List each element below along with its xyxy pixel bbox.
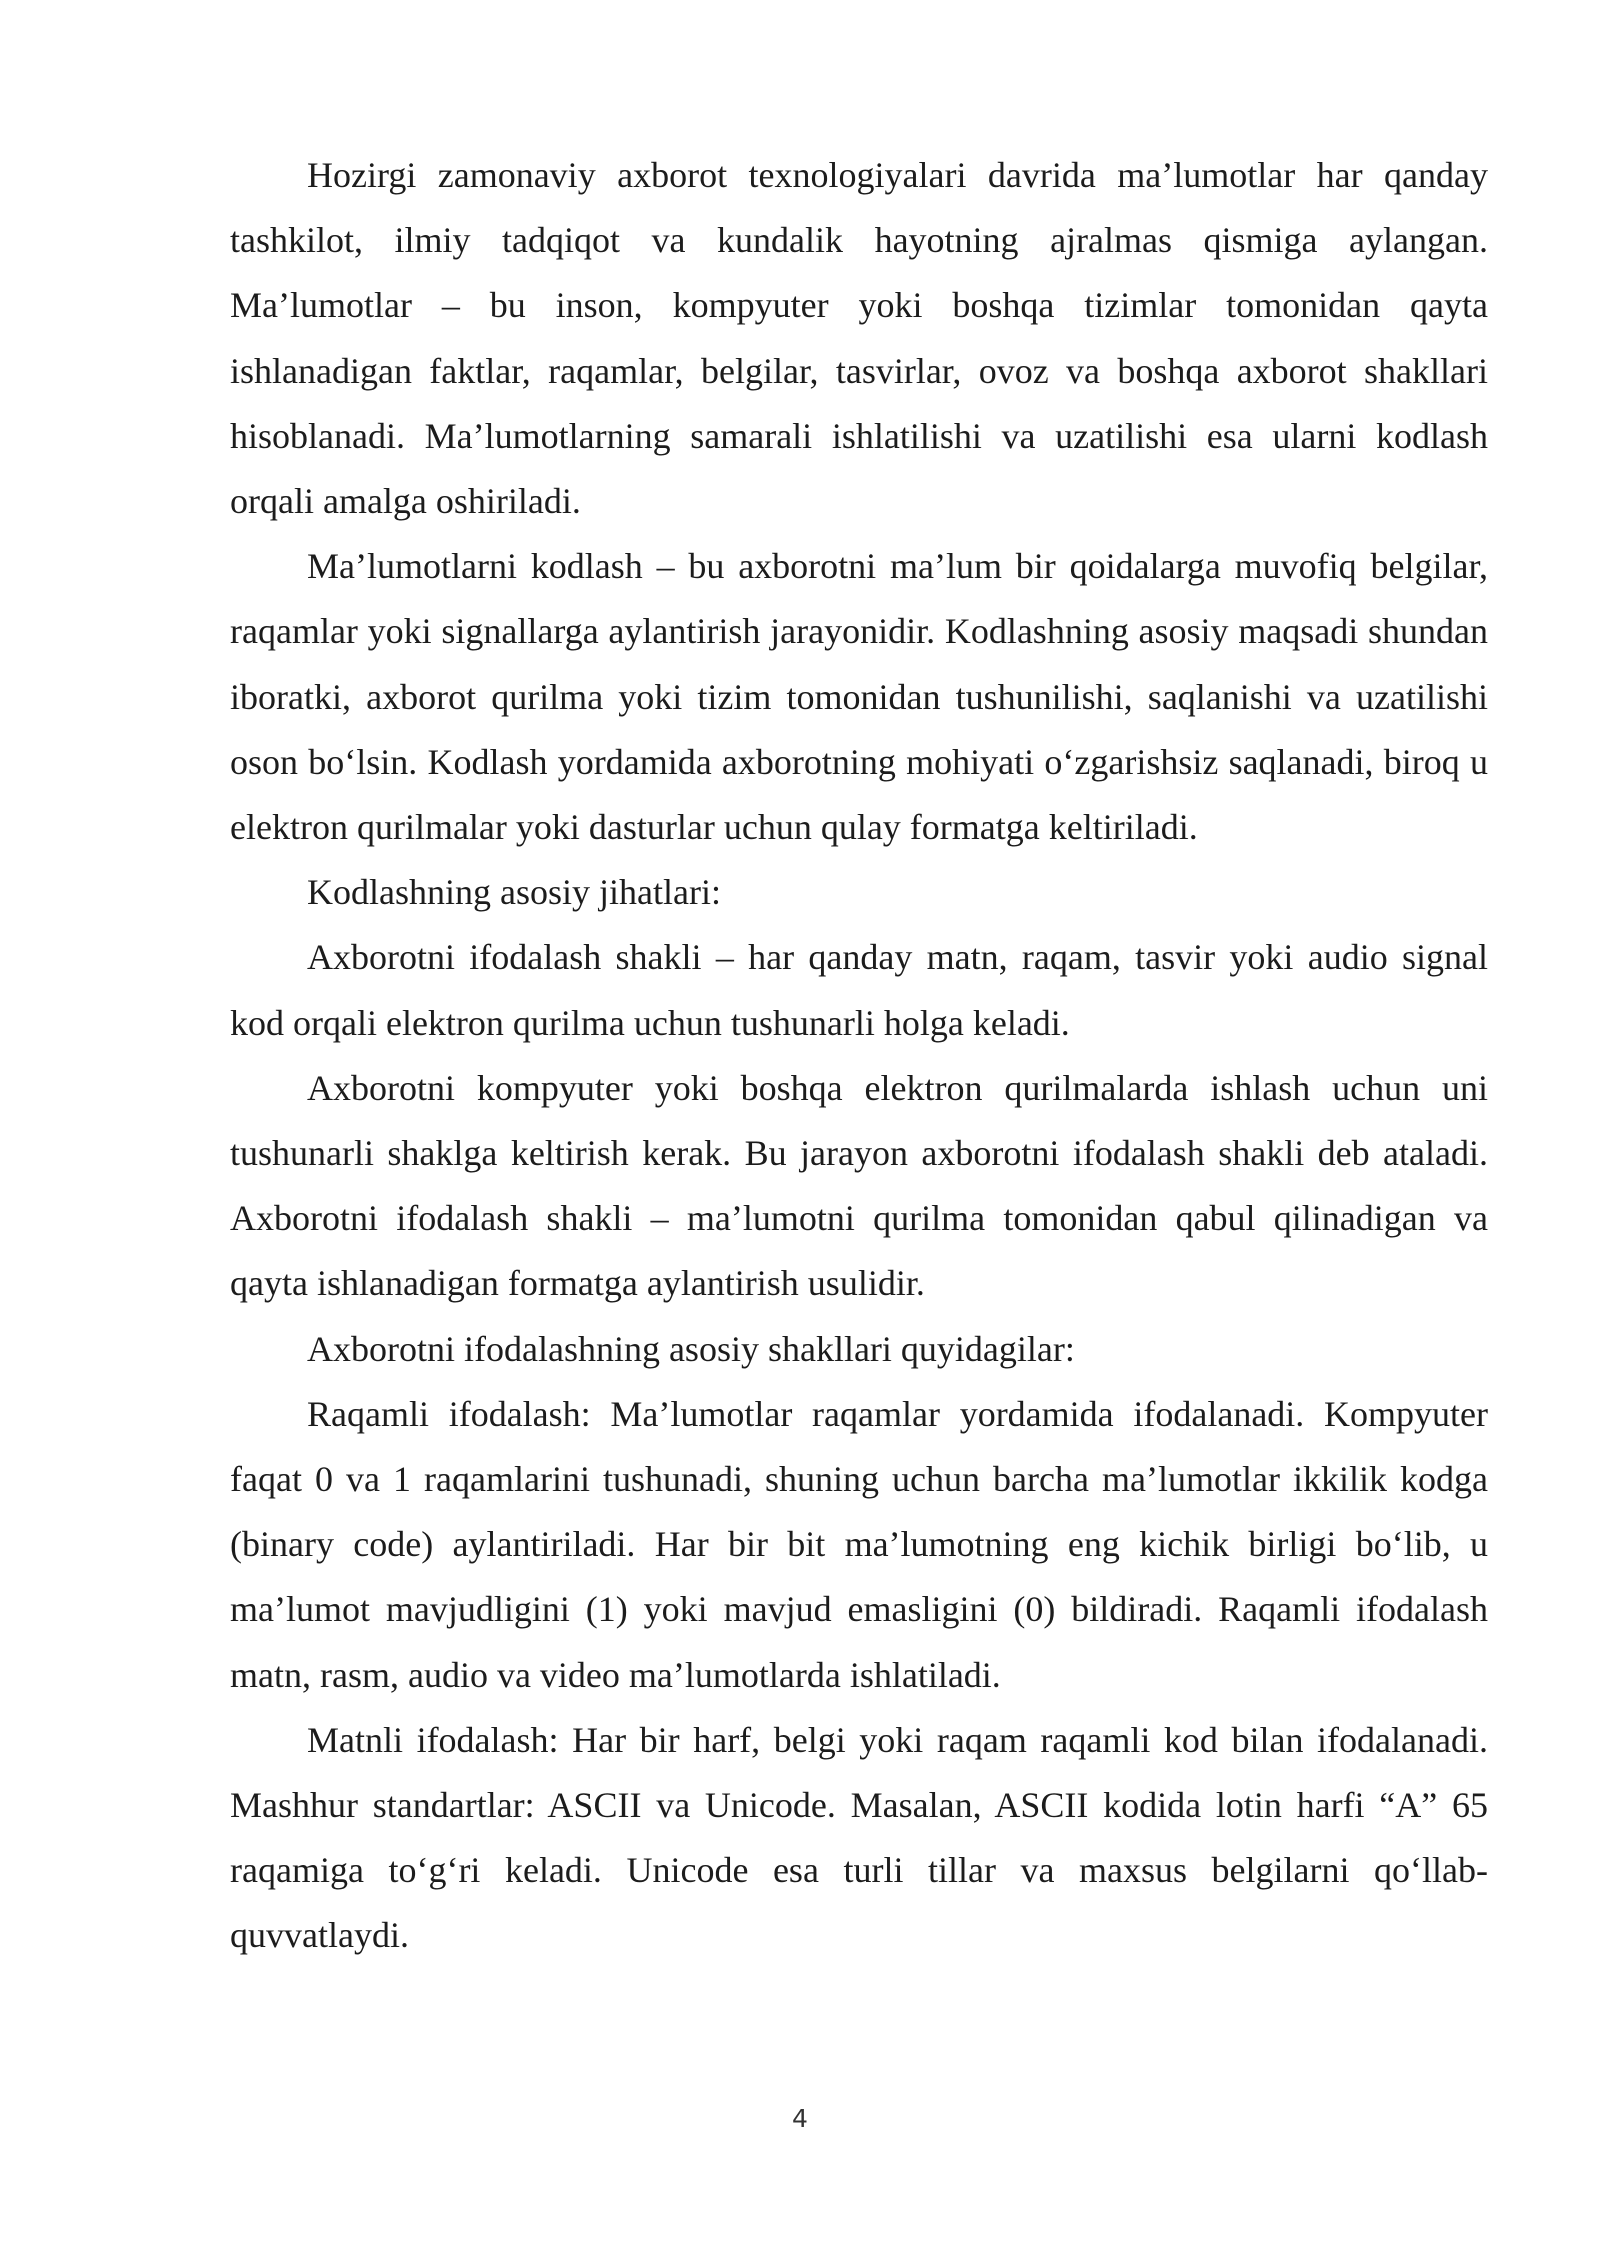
document-body bbox=[230, 143, 1488, 1969]
paragraph: Axborotni ifodalashning asosiy shakllari quyidagilar: bbox=[307, 1328, 1075, 1369]
paragraph: Raqamli ifodalash: Ma’lumotlar raqamlar yordamida ifodalanadi. Kompyuter faqat 0 va 1 raqamlarini tushunadi, shuning uchun barcha ma’lumotlar ikkilik kodga (binary code) aylantiriladi. Har bir bit ma’lumotning eng kichik birligi bo‘lib, u ma’lumot mavjudligini (1) yoki mavjud emasligini (0) bildiradi. Raqamli ifodalash matn, rasm, audio va video ma’lumotlarda ishlatiladi. bbox=[230, 1393, 1488, 1695]
page-number: 4 bbox=[792, 2104, 808, 2133]
paragraph: Matnli ifodalash: Har bir harf, belgi yoki raqam raqamli kod bilan ifodalanadi. Mashhur standartlar: ASCII va Unicode. Masalan, ASCII kodida lotin harfi “A” 65 raqamiga to‘g‘ri keladi. Unicode esa turli tillar va maxsus belgilarni qo‘llab-quvvatlaydi. bbox=[230, 1719, 1488, 1956]
paragraph: Kodlashning asosiy jihatlari: bbox=[307, 872, 721, 913]
paragraph: Ma’lumotlarni kodlash – bu axborotni ma’lum bir qoidalarga muvofiq belgilar, raqamlar yoki signallarga aylantirish jarayonidir. Kodlashning asosiy maqsadi shundan iboratki, axborot qurilma yoki tizim tomonidan tushunilishi, saqlanishi va uzatilishi oson bo‘lsin. Kodlash yordamida axborotning mohiyati o‘zgarishsiz saqlanadi, biroq u elektron qurilmalar yoki dasturlar uchun qulay formatga keltiriladi. bbox=[230, 546, 1488, 848]
paragraph: Axborotni ifodalash shakli – har qanday matn, raqam, tasvir yoki audio signal kod orqali elektron qurilma uchun tushunarli holga keladi. bbox=[230, 937, 1488, 1043]
paragraph: Axborotni kompyuter yoki boshqa elektron qurilmalarda ishlash uchun uni tushunarli shaklga keltirish kerak. Bu jarayon axborotni ifodalash shakli deb ataladi. Axborotni ifodalash shakli – ma’lumotni qurilma tomonidan qabul qilinadigan va qayta ishlanadigan formatga aylantirish usulidir. bbox=[230, 1067, 1488, 1304]
paragraph: Hozirgi zamonaviy axborot texnologiyalari davrida ma’lumotlar har qanday tashkilot, ilmiy tadqiqot va kundalik hayotning ajralmas qismiga aylangan. Ma’lumotlar – bu inson, kompyuter yoki boshqa tizimlar tomonidan qayta ishlanadigan faktlar, raqamlar, belgilar, tasvirlar, ovoz va boshqa axborot shakllari hisoblanadi. Ma’lumotlarning samarali ishlatilishi va uzatilishi esa ularni kodlash orqali amalga oshiriladi. bbox=[230, 155, 1488, 522]
